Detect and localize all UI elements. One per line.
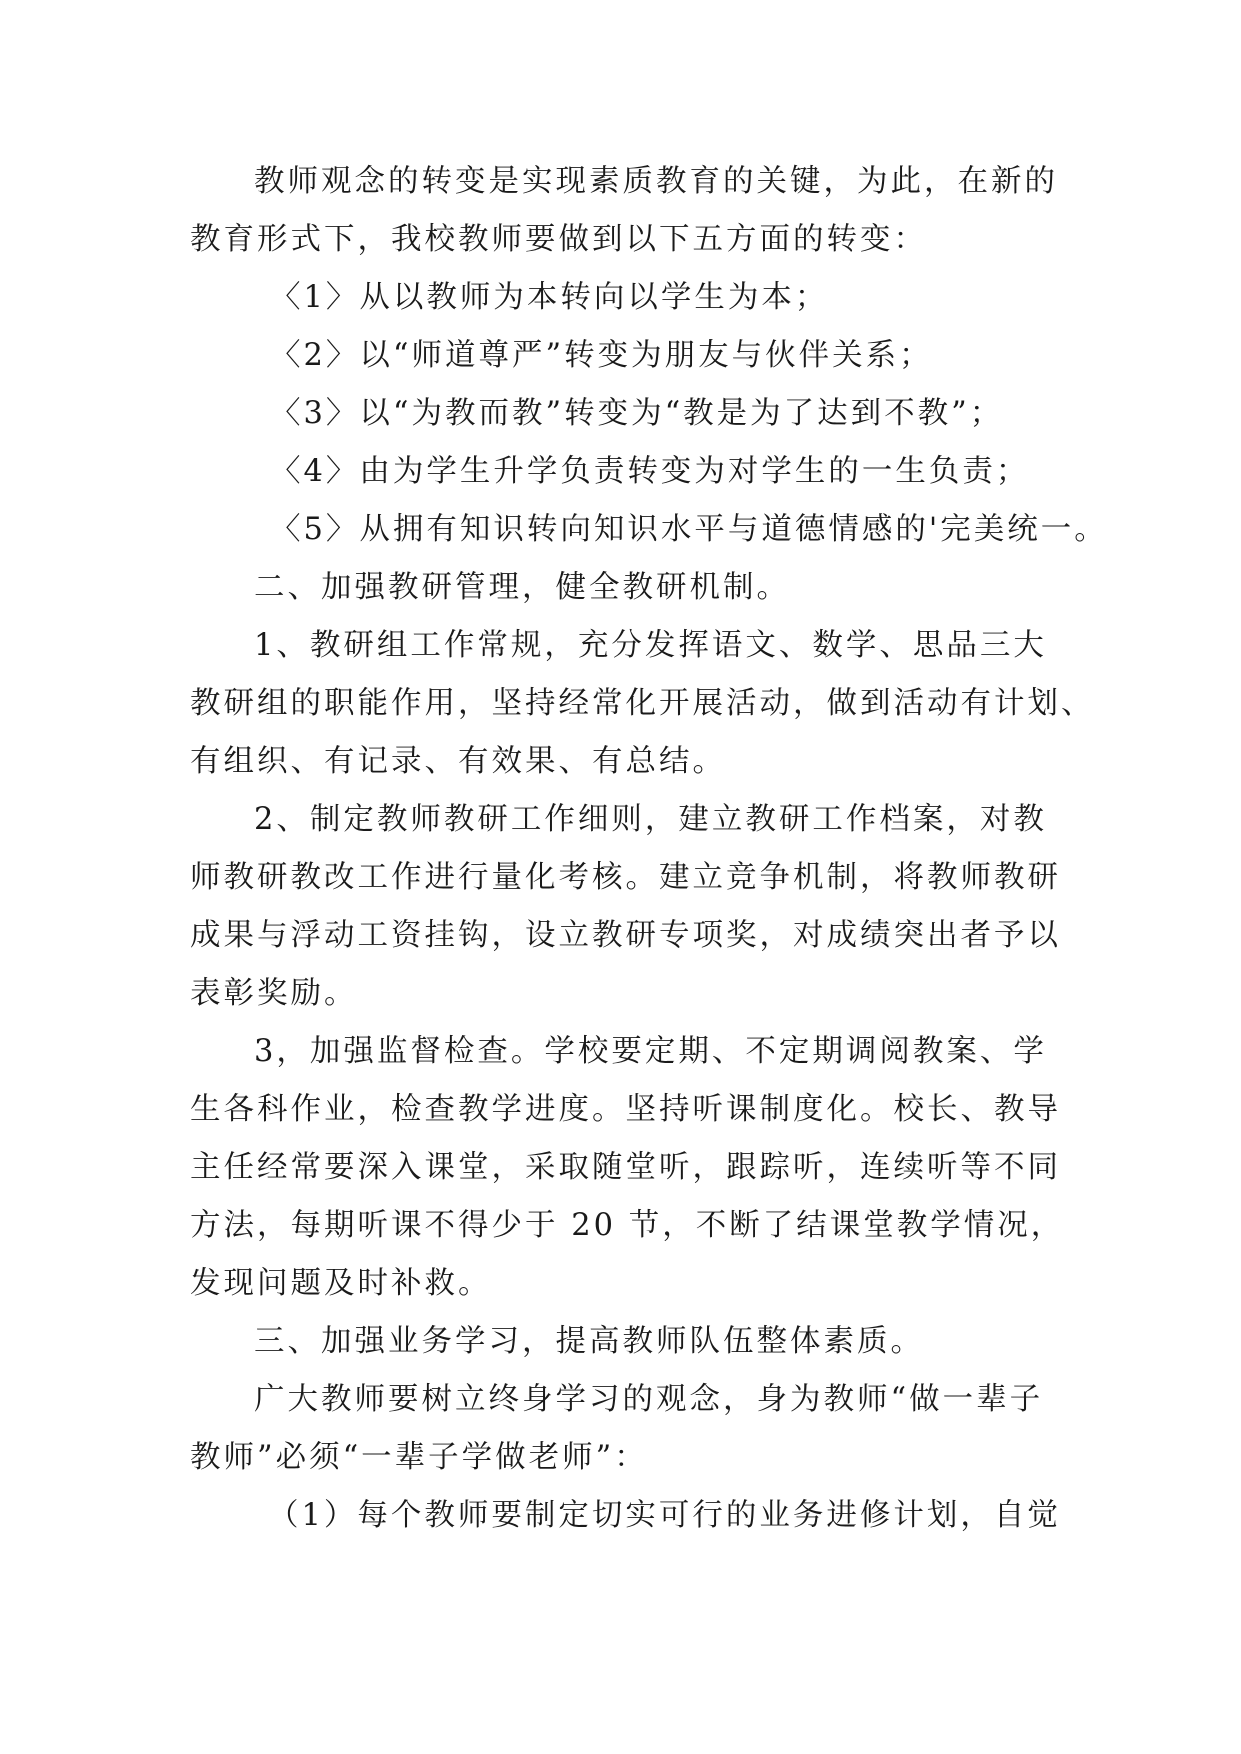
text-line: 1、教研组工作常规，充分发挥语文、数学、思品三大 xyxy=(254,628,1047,663)
text-line: 师教研教改工作进行量化考核。建立竞争机制，将教师教研 xyxy=(190,860,1061,895)
text-line: 有组织、有记录、有效果、有总结。 xyxy=(190,744,726,779)
text-line: 表彰奖励。 xyxy=(190,976,358,1011)
text-line: 〈1〉从以教师为本转向以学生为本； xyxy=(270,280,829,315)
text-line: 〈5〉从拥有知识转向知识水平与道德情感的'完美统一。 xyxy=(270,512,1108,547)
text-line: 〈3〉以“为教而教”转变为“教是为了达到不教”； xyxy=(270,396,1004,431)
text-line: 教师观念的转变是实现素质教育的关键，为此，在新的 xyxy=(254,164,1058,199)
text-line: 二、加强教研管理，健全教研机制。 xyxy=(254,570,790,605)
text-line: （1）每个教师要制定切实可行的业务进修计划，自觉 xyxy=(268,1498,1061,1533)
text-line: 教研组的职能作用，坚持经常化开展活动，做到活动有计划、 xyxy=(190,686,1095,721)
text-line: 教师”必须“一辈子学做老师”： xyxy=(190,1440,648,1475)
text-line: 成果与浮动工资挂钩，设立教研专项奖，对成绩突出者予以 xyxy=(190,918,1061,953)
text-line: 三、加强业务学习，提高教师队伍整体素质。 xyxy=(254,1324,924,1359)
text-line: 3，加强监督检查。学校要定期、不定期调阅教案、学 xyxy=(254,1034,1047,1069)
text-line: 2、制定教师教研工作细则，建立教研工作档案，对教 xyxy=(254,802,1047,837)
text-line: 广大教师要树立终身学习的观念，身为教师“做一辈子 xyxy=(254,1382,1044,1417)
text-line: 〈4〉由为学生升学负责转变为对学生的一生负责； xyxy=(270,454,1030,489)
text-line: 主任经常要深入课堂，采取随堂听，跟踪听，连续听等不同 xyxy=(190,1150,1061,1185)
text-line: 教育形式下，我校教师要做到以下五方面的转变： xyxy=(190,222,927,257)
text-line: 生各科作业，检查教学进度。坚持听课制度化。校长、教导 xyxy=(190,1092,1061,1127)
document-body xyxy=(190,153,1108,1545)
text-line: 发现问题及时补救。 xyxy=(190,1266,492,1301)
text-line: 方法，每期听课不得少于 20 节，不断了结课堂教学情况， xyxy=(190,1208,1065,1243)
text-line: 〈2〉以“师道尊严”转变为朋友与伙伴关系； xyxy=(270,338,933,373)
